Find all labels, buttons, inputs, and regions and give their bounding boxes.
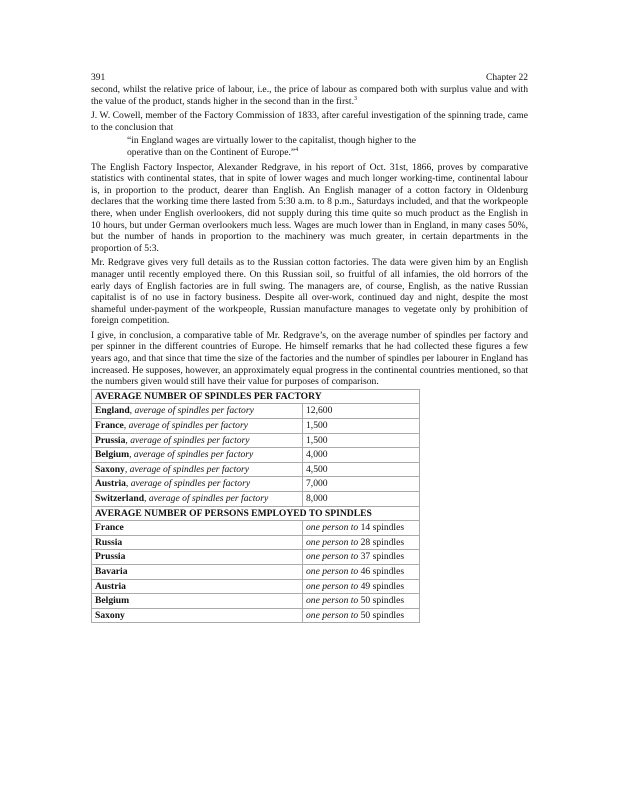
country-cell: Belgium (92, 594, 303, 609)
running-header (91, 72, 528, 84)
table2-row (92, 521, 420, 536)
persons-ratio-cell: one person to 28 spindles (303, 535, 420, 550)
table1-row (92, 462, 420, 477)
country-cell: Prussia, average of spindles per factory (92, 433, 303, 448)
table2-row (92, 550, 420, 565)
persons-ratio-cell: one person to 50 spindles (303, 594, 420, 609)
spindles-table (91, 389, 420, 624)
block-quote: “in England wages are virtually lower to the capitalist, though higher to the operative than on the Continent of Europe.”$^4$ (127, 135, 417, 158)
spindle-count-cell: 7,000 (303, 477, 420, 492)
spindle-count-cell: 12,600 (303, 404, 420, 419)
spindle-count-cell: 1,500 (303, 419, 420, 434)
footnote-ref-4[interactable]: 4 (295, 146, 299, 153)
spindle-count-cell: 8,000 (303, 492, 420, 507)
paragraph-5: I give, in conclusion, a comparative table of Mr. Redgrave’s, on the average number of spindles per factory and per spinner in the different countries of Europe. He himself remarks that he had collected these figures a few years ago, and that since that time the size of the factories and the number of spindles per labourer in England has increased. He supposes, however, an approximately equal progress in the continental countries mentioned, so that the numbers given would still have their value for purposes of comparison. (91, 329, 528, 388)
country-cell: Saxony, average of spindles per factory (92, 462, 303, 477)
paragraph-1: second, whilst the relative price of labour, i.e., the price of labour as compared both with surplus value and with the value of the product, stands higher in the second than in the first.$^3$ (91, 84, 528, 107)
table2-row (92, 535, 420, 550)
spindle-count-cell: 4,500 (303, 462, 420, 477)
table2-row (92, 579, 420, 594)
paragraph-4: Mr. Redgrave gives very full details as to the Russian cotton factories. The data were given him by an English manager until recently employed there. On this Russian soil, so fruitful of all infamies, the old horrors of the early days of English factories are in full swing. The managers are, of course, English, as the native Russian capitalist is of no use in factory business. Despite all over-work, continued day and night, despite the most shameful under-payment of the workpeople, Russian manufacture manages to vegetate only by prohibition of foreign competition. (91, 257, 528, 327)
country-cell: Russia (92, 535, 303, 550)
table2-row (92, 594, 420, 609)
table2-row (92, 564, 420, 579)
table1-row (92, 492, 420, 507)
country-cell: Prussia (92, 550, 303, 565)
persons-ratio-cell: one person to 37 spindles (303, 550, 420, 565)
persons-ratio-cell: one person to 49 spindles (303, 579, 420, 594)
country-cell: Switzerland, average of spindles per factory (92, 492, 303, 507)
page-number: 391 (91, 73, 106, 83)
table1-row (92, 404, 420, 419)
table1-row (92, 433, 420, 448)
spindle-count-cell: 4,000 (303, 448, 420, 463)
table2-row (92, 608, 420, 623)
table1-row (92, 448, 420, 463)
country-cell: Saxony (92, 608, 303, 623)
table1-row (92, 419, 420, 434)
persons-ratio-cell: one person to 46 spindles (303, 564, 420, 579)
table1-heading: AVERAGE NUMBER OF SPINDLES PER FACTORY (92, 389, 420, 404)
paragraph-3: The English Factory Inspector, Alexander Redgrave, in his report of Oct. 31st, 1866, proves by comparative statistics with continental states, that in spite of lower wages and much longer working-time, continental labour is, in proportion to the product, dearer than English. An English manager of a cotton factory in Oldenburg declares that the working time there lasted from 5:30 a.m. to 8 p.m., Saturdays included, and that the workpeople there, when under English overlookers, did not supply during this time quite so much product as the English in 10 hours, but under German overlookers much less. Wages are much lower than in England, in many cases 50%, but the number of hands in proportion to the machinery was much greater, in certain departments in the proportion of 5:3. (91, 161, 528, 254)
paragraph-2: J. W. Cowell, member of the Factory Commission of 1833, after careful investigation of the spinning trade, came to the conclusion that (91, 110, 528, 133)
table2-heading: AVERAGE NUMBER OF PERSONS EMPLOYED TO SPINDLES (92, 506, 420, 521)
spindle-count-cell: 1,500 (303, 433, 420, 448)
country-cell: Bavaria (92, 564, 303, 579)
persons-ratio-cell: one person to 14 spindles (303, 521, 420, 536)
chapter-label: Chapter 22 (486, 73, 528, 83)
country-cell: Belgium, average of spindles per factory (92, 448, 303, 463)
table1-row (92, 477, 420, 492)
table1-heading-row (92, 389, 420, 404)
country-cell: France, average of spindles per factory (92, 419, 303, 434)
country-cell: Austria, average of spindles per factory (92, 477, 303, 492)
country-cell: France (92, 521, 303, 536)
country-cell: England, average of spindles per factory (92, 404, 303, 419)
footnote-ref-3[interactable]: 3 (353, 95, 357, 102)
persons-ratio-cell: one person to 50 spindles (303, 608, 420, 623)
document-page (91, 72, 528, 623)
table2-heading-row (92, 506, 420, 521)
country-cell: Austria (92, 579, 303, 594)
